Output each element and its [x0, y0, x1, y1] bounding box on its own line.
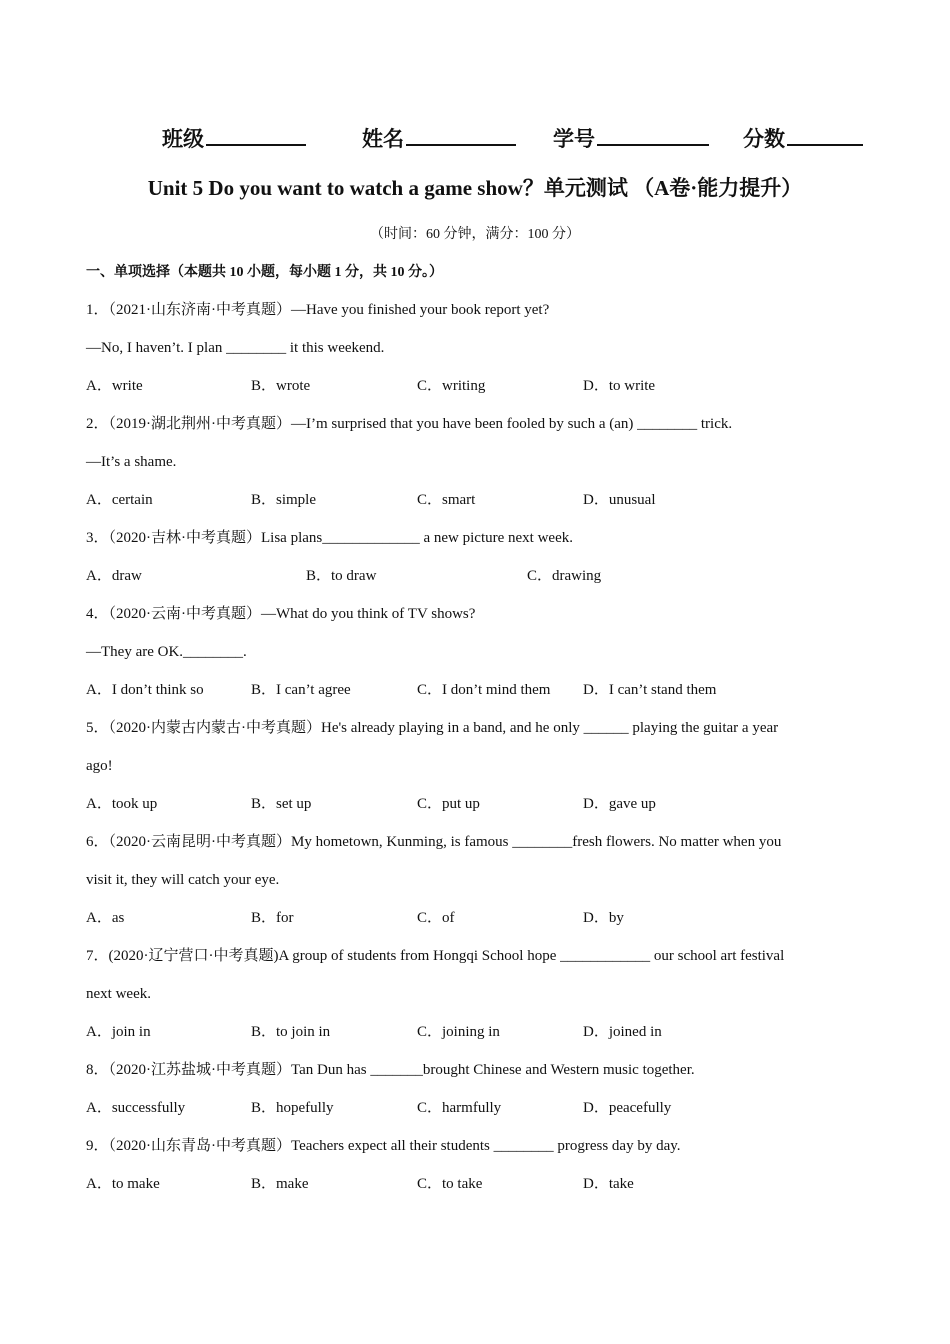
question-4-text: 4．（2020·云南·中考真题）—What do you think of TV shows?: [86, 606, 476, 622]
question-7-option-d[interactable]: D．joined in: [583, 1024, 662, 1040]
section-heading: 一、单项选择（本题共 10 小题，每小题 1 分，共 10 分。）: [86, 265, 443, 280]
question-9-option-b[interactable]: B．make: [251, 1176, 309, 1192]
question-6-option-a[interactable]: A．as: [86, 910, 125, 926]
question-9-text: 9．（2020·山东青岛·中考真题）Teachers expect all their students ________ progress day by day.: [86, 1138, 681, 1154]
question-6-option-d[interactable]: D．by: [583, 910, 624, 926]
question-1-option-c[interactable]: C．writing: [417, 378, 486, 394]
name-field[interactable]: [362, 122, 516, 153]
question-1-option-d[interactable]: D．to write: [583, 378, 656, 394]
exam-time-info: （时间：60 分钟，满分：100 分）: [370, 227, 580, 242]
question-8-option-a[interactable]: A．successfully: [86, 1100, 186, 1116]
question-2-reply: —It’s a shame.: [86, 454, 177, 470]
question-8-option-d[interactable]: D．peacefully: [583, 1100, 672, 1116]
class-blank[interactable]: [206, 122, 306, 146]
question-9-option-c[interactable]: C．to take: [417, 1176, 483, 1192]
question-5-option-a[interactable]: A．took up: [86, 796, 158, 812]
question-5-text: 5．（2020·内蒙古内蒙古·中考真题）He's already playing in a band, and he only ______ playing the guitar a year: [86, 720, 779, 736]
question-2-text: 2．（2019·湖北荆州·中考真题）—I’m surprised that you have been fooled by such a (an) ________ trick.: [86, 416, 733, 432]
page-title: Unit 5 Do you want to watch a game show？单元测试 （A卷·能力提升）: [147, 176, 803, 200]
question-6-option-b[interactable]: B．for: [251, 910, 294, 926]
question-4-option-a[interactable]: A．I don’t think so: [86, 682, 204, 698]
class-label: 班级: [162, 127, 204, 151]
question-3-option-c[interactable]: C．drawing: [527, 568, 602, 584]
question-7-text: 7．(2020·辽宁营口·中考真题)A group of students from Hongqi School hope ____________ our school art festival: [86, 948, 785, 964]
question-4-option-c[interactable]: C．I don’t mind them: [417, 682, 551, 698]
question-4-reply: —They are OK.________.: [86, 644, 247, 660]
question-2-option-d[interactable]: D．unusual: [583, 492, 656, 508]
student-number-blank[interactable]: [597, 122, 709, 146]
question-6-text: 6．（2020·云南昆明·中考真题）My hometown, Kunming, is famous ________fresh flowers. No matter when you: [86, 834, 782, 850]
score-label: 分数: [743, 127, 785, 151]
question-6-text-continued: visit it, they will catch your eye.: [86, 872, 280, 888]
question-1-option-b[interactable]: B．wrote: [251, 378, 311, 394]
question-5-option-b[interactable]: B．set up: [251, 796, 312, 812]
question-4-option-d[interactable]: D．I can’t stand them: [583, 682, 717, 698]
question-8-option-b[interactable]: B．hopefully: [251, 1100, 334, 1116]
question-1-reply: —No, I haven’t. I plan ________ it this weekend.: [86, 340, 385, 356]
name-label: 姓名: [362, 127, 404, 151]
question-5-option-d[interactable]: D．gave up: [583, 796, 656, 812]
question-5-text-continued: ago!: [86, 758, 113, 774]
question-9-option-a[interactable]: A．to make: [86, 1176, 160, 1192]
question-7-text-continued: next week.: [86, 986, 151, 1002]
question-4-option-b[interactable]: B．I can’t agree: [251, 682, 351, 698]
question-2-option-c[interactable]: C．smart: [417, 492, 476, 508]
question-7-option-c[interactable]: C．joining in: [417, 1024, 500, 1040]
class-field[interactable]: [162, 122, 306, 153]
question-5-option-c[interactable]: C．put up: [417, 796, 480, 812]
question-8-text: 8．（2020·江苏盐城·中考真题）Tan Dun has _______brought Chinese and Western music together.: [86, 1062, 695, 1078]
question-1-text: 1．（2021·山东济南·中考真题）—Have you finished your book report yet?: [86, 302, 550, 318]
student-number-label: 学号: [553, 127, 595, 151]
student-number-field[interactable]: [553, 122, 709, 153]
question-3-option-b[interactable]: B．to draw: [306, 568, 377, 584]
question-9-option-d[interactable]: D．take: [583, 1176, 634, 1192]
score-field[interactable]: [743, 122, 863, 153]
question-1-option-a[interactable]: A．write: [86, 378, 143, 394]
student-info-header: [160, 122, 880, 156]
question-7-option-a[interactable]: A．join in: [86, 1024, 151, 1040]
name-blank[interactable]: [406, 122, 516, 146]
question-8-option-c[interactable]: C．harmfully: [417, 1100, 502, 1116]
question-7-option-b[interactable]: B．to join in: [251, 1024, 331, 1040]
question-2-option-a[interactable]: A．certain: [86, 492, 153, 508]
question-3-option-a[interactable]: A．draw: [86, 568, 142, 584]
question-6-option-c[interactable]: C．of: [417, 910, 455, 926]
question-3-text: 3．（2020·吉林·中考真题）Lisa plans_____________ a new picture next week.: [86, 530, 573, 546]
question-2-option-b[interactable]: B．simple: [251, 492, 317, 508]
score-blank[interactable]: [787, 122, 863, 146]
